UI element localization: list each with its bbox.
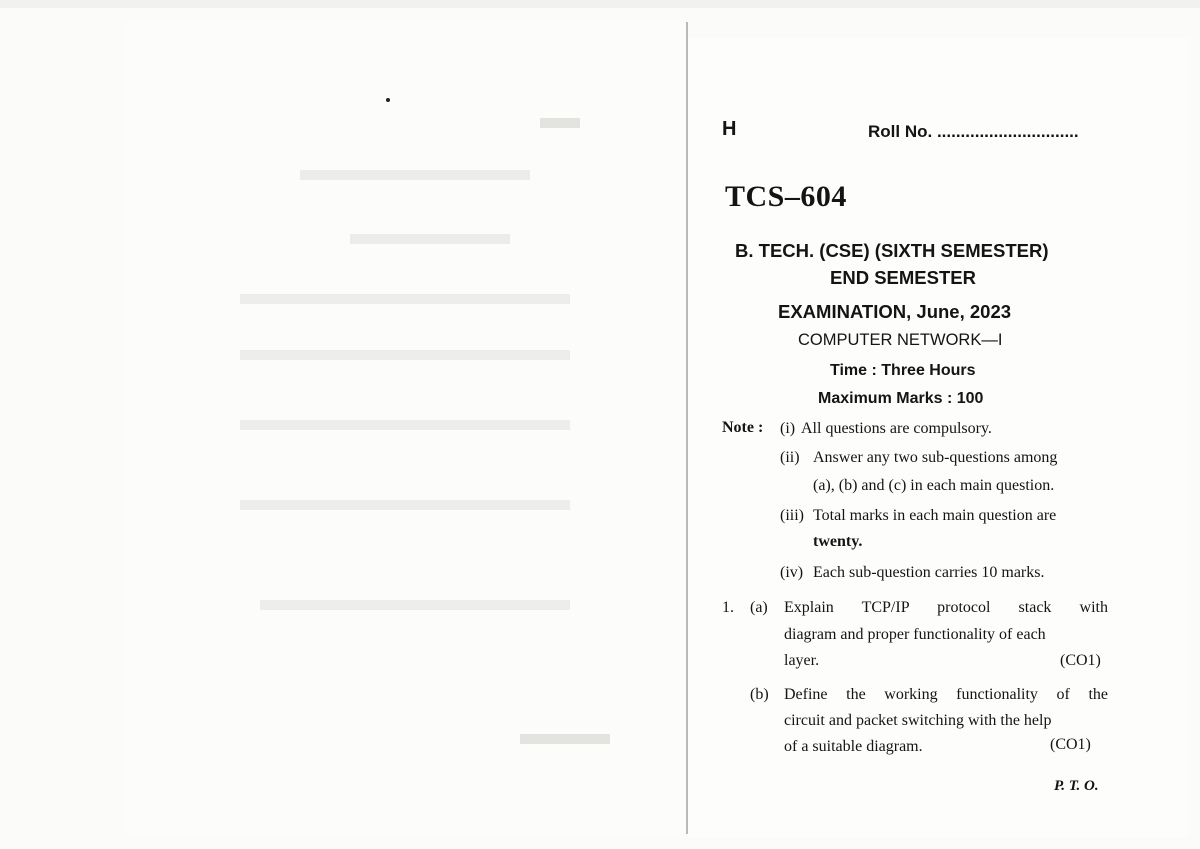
note-item-text: twenty. bbox=[813, 533, 863, 550]
note-item-text: All questions are compulsory. bbox=[801, 420, 992, 437]
scan-speck bbox=[386, 98, 390, 102]
note-item-text: Each sub-question carries 10 marks. bbox=[813, 564, 1045, 581]
bleed-through-mark bbox=[520, 734, 610, 744]
bleed-through-mark bbox=[540, 118, 580, 128]
course-outcome-tag: (CO1) bbox=[1060, 652, 1101, 669]
question-part-text: circuit and packet switching with the help bbox=[784, 712, 1052, 729]
question-part-label: (b) bbox=[750, 686, 769, 703]
note-item-text: Answer any two sub-questions among bbox=[813, 449, 1058, 466]
bleed-through-mark bbox=[240, 500, 570, 510]
subject-name: COMPUTER NETWORK—I bbox=[798, 331, 1003, 349]
bleed-through-mark bbox=[240, 350, 570, 360]
roll-number-field: Roll No. .............................. bbox=[868, 122, 1079, 141]
exam-duration: Time : Three Hours bbox=[830, 362, 976, 379]
note-item-text: Total marks in each main question are bbox=[813, 507, 1057, 524]
note-item-num: (iii) bbox=[780, 507, 804, 524]
exam-title-line2: EXAMINATION, June, 2023 bbox=[778, 301, 1012, 322]
series-letter: H bbox=[722, 118, 737, 140]
bleed-through-mark bbox=[240, 420, 570, 430]
question-part-label: (a) bbox=[750, 599, 768, 616]
note-item-text: (a), (b) and (c) in each main question. bbox=[813, 477, 1055, 494]
bleed-through-mark bbox=[240, 294, 570, 304]
question-part-text: diagram and proper functionality of each bbox=[784, 626, 1046, 643]
question-part-text: Define the working functionality of the bbox=[784, 686, 1108, 703]
paper-code: TCS–604 bbox=[725, 180, 847, 213]
question-part-text: of a suitable diagram. bbox=[784, 738, 923, 755]
note-item-num: (iv) bbox=[780, 564, 804, 581]
question-number: 1. bbox=[722, 599, 734, 616]
page-turn-indicator: P. T. O. bbox=[1054, 778, 1099, 794]
question-part-text: layer. bbox=[784, 652, 820, 669]
note-item-num: (i) bbox=[780, 420, 796, 437]
bleed-through-mark bbox=[350, 234, 510, 244]
scan-top-edge bbox=[0, 0, 1200, 8]
exam-title-line1: END SEMESTER bbox=[830, 267, 976, 288]
bleed-through-mark bbox=[260, 600, 570, 610]
course-outcome-tag: (CO1) bbox=[1050, 736, 1091, 753]
note-item-num: (ii) bbox=[780, 449, 800, 466]
note-label: Note : bbox=[722, 419, 764, 436]
program-title: B. TECH. (CSE) (SIXTH SEMESTER) bbox=[735, 240, 1049, 261]
maximum-marks: Maximum Marks : 100 bbox=[818, 390, 984, 407]
bleed-through-mark bbox=[300, 170, 530, 180]
question-part-text: Explain TCP/IP protocol stack with bbox=[784, 599, 1108, 616]
